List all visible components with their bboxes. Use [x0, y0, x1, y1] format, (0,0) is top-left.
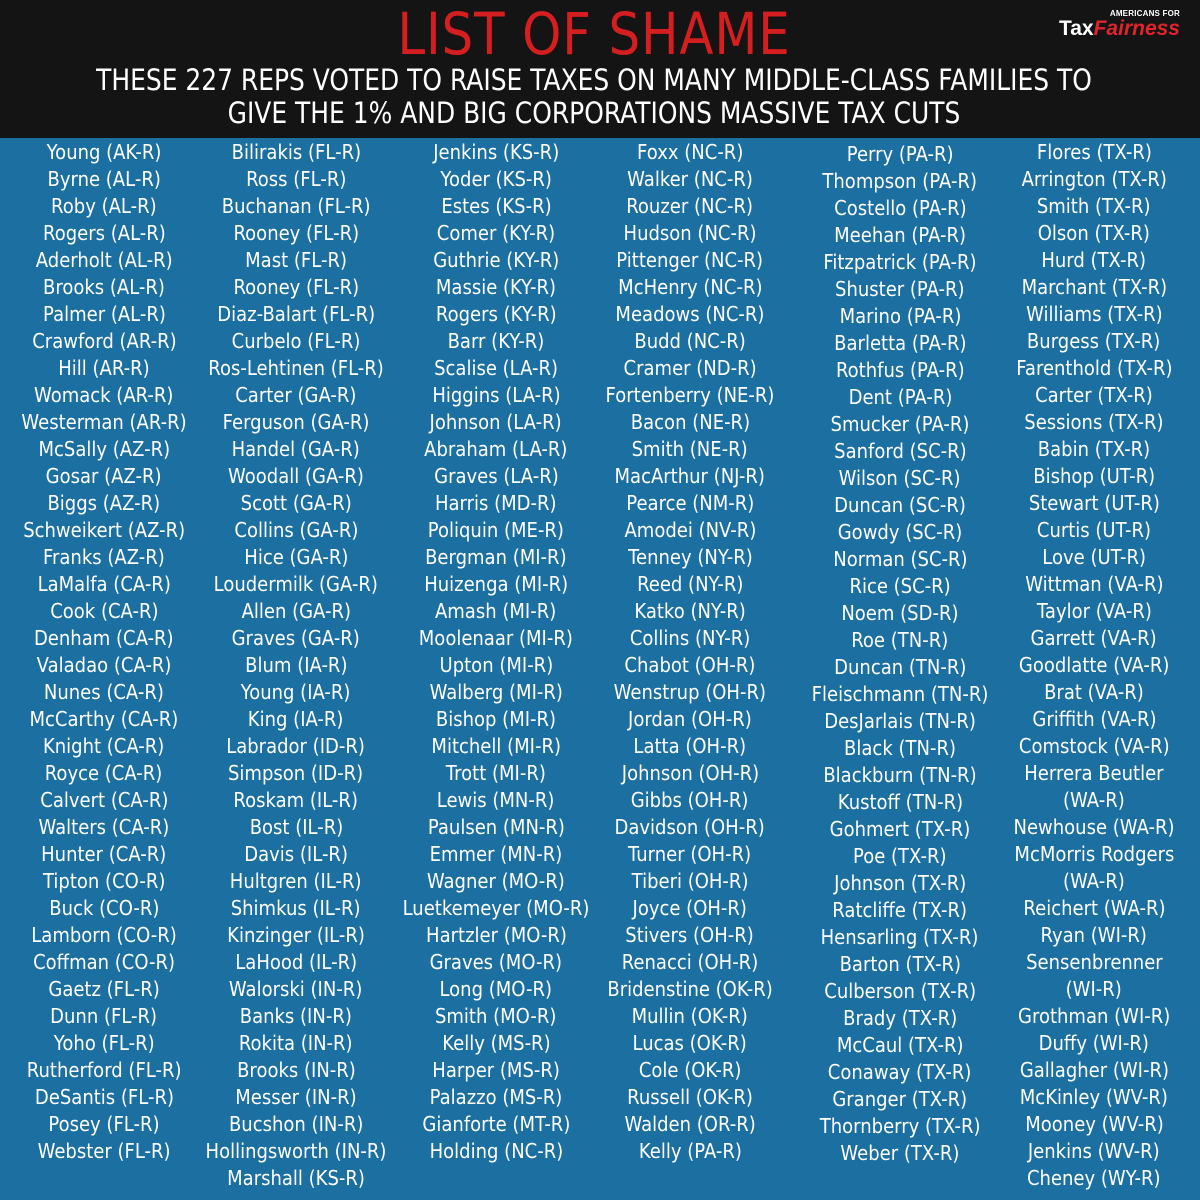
- rep-entry: Davis (IL-R): [244, 842, 348, 866]
- rep-entry: Weber (TX-R): [840, 1141, 960, 1165]
- rep-entry: Latta (OH-R): [633, 734, 747, 758]
- rep-entry: (WA-R): [1063, 788, 1125, 812]
- rep-entry: Mullin (OK-R): [631, 1004, 749, 1028]
- rep-entry: Johnson (OH-R): [621, 761, 759, 785]
- rep-entry: Mooney (WV-R): [1024, 1112, 1164, 1136]
- rep-entry: Marino (PA-R): [839, 304, 961, 328]
- rep-entry: Stewart (UT-R): [1028, 491, 1160, 515]
- rep-entry: Kustoff (TN-R): [837, 790, 963, 814]
- rep-entry: Johnson (LA-R): [429, 410, 563, 434]
- rep-entry: Abraham (LA-R): [424, 437, 568, 461]
- rep-entry: Rokita (IN-R): [239, 1031, 353, 1055]
- rep-entry: Griffith (VA-R): [1031, 707, 1157, 731]
- rep-entry: Buchanan (FL-R): [221, 194, 371, 218]
- rep-entry: Byrne (AL-R): [47, 167, 161, 191]
- rep-entry: Mast (FL-R): [245, 248, 347, 272]
- reps-column-4: [596, 139, 784, 1165]
- rep-entry: Hollingsworth (IN-R): [205, 1139, 387, 1163]
- rep-entry: Scott (GA-R): [240, 491, 352, 515]
- rep-entry: Cole (OK-R): [638, 1058, 742, 1082]
- rep-entry: Young (AK-R): [46, 140, 162, 164]
- rep-entry: Rouzer (NC-R): [626, 194, 754, 218]
- header-banner: [0, 0, 1200, 138]
- page-title: LIST OF SHAME: [397, 0, 791, 68]
- rep-entry: Comer (KY-R): [436, 221, 556, 245]
- rep-entry: Cramer (ND-R): [623, 356, 757, 380]
- rep-entry: Bacon (NE-R): [630, 410, 750, 434]
- rep-entry: MacArthur (NJ-R): [614, 464, 766, 488]
- rep-entry: Collins (GA-R): [233, 518, 359, 542]
- rep-entry: Katko (NY-R): [634, 599, 746, 623]
- rep-entry: Handel (GA-R): [231, 437, 361, 461]
- rep-entry: Denham (CA-R): [34, 626, 174, 650]
- rep-entry: Hill (AR-R): [58, 356, 150, 380]
- rep-entry: Taylor (VA-R): [1036, 599, 1152, 623]
- rep-entry: Stivers (OH-R): [625, 923, 755, 947]
- rep-entry: Joyce (OH-R): [632, 896, 748, 920]
- rep-entry: Mitchell (MI-R): [431, 734, 561, 758]
- rep-entry: Brady (TX-R): [842, 1006, 958, 1030]
- rep-entry: Kinzinger (IL-R): [227, 923, 365, 947]
- rep-entry: Amash (MI-R): [435, 599, 557, 623]
- rep-entry: Davidson (OH-R): [614, 815, 766, 839]
- rep-entry: Walberg (MI-R): [429, 680, 563, 704]
- rep-entry: Bucshon (IN-R): [228, 1112, 364, 1136]
- rep-entry: Babin (TX-R): [1037, 437, 1151, 461]
- rep-entry: Bishop (MI-R): [435, 707, 557, 731]
- reps-list: [0, 138, 1200, 1200]
- rep-entry: Herrera Beutler: [1024, 761, 1164, 785]
- rep-entry: Fitzpatrick (PA-R): [823, 250, 977, 274]
- rep-entry: Lewis (MN-R): [437, 788, 555, 812]
- rep-entry: Gallagher (WI-R): [1019, 1058, 1169, 1082]
- rep-entry: McCarthy (CA-R): [29, 707, 179, 731]
- rep-entry: Poe (TX-R): [853, 844, 947, 868]
- rep-entry: Bost (IL-R): [249, 815, 343, 839]
- rep-entry: Costello (PA-R): [833, 196, 967, 220]
- reps-column-2: [195, 139, 396, 1192]
- rep-entry: Rutherford (FL-R): [26, 1058, 182, 1082]
- rep-entry: Shimkus (IL-R): [231, 896, 361, 920]
- rep-entry: Palmer (AL-R): [42, 302, 166, 326]
- rep-entry: Curtis (UT-R): [1036, 518, 1152, 542]
- rep-entry: Massie (KY-R): [435, 275, 557, 299]
- rep-entry: Harper (MS-R): [432, 1058, 560, 1082]
- rep-entry: Webster (FL-R): [37, 1139, 171, 1163]
- rep-entry: McCaul (TX-R): [836, 1033, 964, 1057]
- rep-entry: Upton (MI-R): [439, 653, 553, 677]
- rep-entry: Tiberi (OH-R): [631, 869, 749, 893]
- rep-entry: Brooks (AL-R): [43, 275, 165, 299]
- rep-entry: Conaway (TX-R): [828, 1060, 972, 1084]
- rep-entry: Bridenstine (OK-R): [607, 977, 773, 1001]
- rep-entry: Hurd (TX-R): [1041, 248, 1147, 272]
- rep-entry: Perry (PA-R): [846, 142, 954, 166]
- rep-entry: Gowdy (SC-R): [837, 520, 963, 544]
- rep-entry: LaHood (IL-R): [235, 950, 357, 974]
- rep-entry: Farenthold (TX-R): [1015, 356, 1173, 380]
- rep-entry: Brat (VA-R): [1044, 680, 1144, 704]
- logo-tax: Tax: [1058, 17, 1094, 40]
- rep-entry: Marchant (TX-R): [1021, 275, 1167, 299]
- rep-entry: Paulsen (MN-R): [427, 815, 565, 839]
- rep-entry: Meadows (NC-R): [615, 302, 765, 326]
- rep-entry: Rooney (FL-R): [233, 221, 359, 245]
- rep-entry: Gaetz (FL-R): [48, 977, 160, 1001]
- rep-entry: Schweikert (AZ-R): [23, 518, 185, 542]
- reps-column-6: [1005, 139, 1184, 1192]
- rep-entry: McMorris Rodgers: [1014, 842, 1174, 866]
- rep-entry: Trott (MI-R): [445, 761, 547, 785]
- rep-entry: Scalise (LA-R): [434, 356, 558, 380]
- rep-entry: Curbelo (FL-R): [231, 329, 361, 353]
- rep-entry: Grothman (WI-R): [1017, 1004, 1171, 1028]
- rep-entry: Ros-Lehtinen (FL-R): [208, 356, 384, 380]
- rep-entry: Wilson (SC-R): [839, 466, 961, 490]
- rep-entry: Williams (TX-R): [1025, 302, 1163, 326]
- rep-entry: Young (IA-R): [241, 680, 351, 704]
- americans-for-tax-fairness-logo: [1059, 9, 1180, 39]
- rep-entry: Meehan (PA-R): [834, 223, 966, 247]
- rep-entry: Duncan (SC-R): [834, 493, 966, 517]
- rep-entry: Blum (IA-R): [244, 653, 348, 677]
- rep-entry: Burgess (TX-R): [1027, 329, 1161, 353]
- rep-entry: Tipton (CO-R): [42, 869, 166, 893]
- rep-entry: DesJarlais (TN-R): [824, 709, 976, 733]
- rep-entry: McSally (AZ-R): [38, 437, 170, 461]
- rep-entry: Kelly (PA-R): [638, 1139, 742, 1163]
- rep-entry: Posey (FL-R): [48, 1112, 160, 1136]
- rep-entry: Reichert (WA-R): [1022, 896, 1166, 920]
- subtitle: [83, 64, 1105, 130]
- rep-entry: Black (TN-R): [844, 736, 956, 760]
- rep-entry: LaMalfa (CA-R): [37, 572, 171, 596]
- rep-entry: Blackburn (TN-R): [823, 763, 977, 787]
- rep-entry: Woodall (GA-R): [228, 464, 364, 488]
- rep-entry: Pearce (NM-R): [625, 491, 755, 515]
- rep-entry: Huizenga (MI-R): [424, 572, 568, 596]
- rep-entry: Messer (IN-R): [235, 1085, 357, 1109]
- rep-entry: Fleischmann (TN-R): [811, 682, 989, 706]
- rep-entry: Valadao (CA-R): [36, 653, 172, 677]
- rep-entry: Franks (AZ-R): [43, 545, 165, 569]
- rep-entry: Newhouse (WA-R): [1013, 815, 1175, 839]
- rep-entry: Poliquin (ME-R): [427, 518, 565, 542]
- rep-entry: Bishop (UT-R): [1033, 464, 1155, 488]
- rep-entry: Knight (CA-R): [43, 734, 165, 758]
- rep-entry: Harris (MD-R): [435, 491, 557, 515]
- logo-fairness: Fairness: [1093, 17, 1180, 40]
- rep-entry: Guthrie (KY-R): [432, 248, 560, 272]
- rep-entry: Buck (CO-R): [48, 896, 160, 920]
- rep-entry: Moolenaar (MI-R): [418, 626, 574, 650]
- rep-entry: Wagner (MO-R): [427, 869, 565, 893]
- rep-entry: Calvert (CA-R): [39, 788, 169, 812]
- rep-entry: Thornberry (TX-R): [819, 1114, 981, 1138]
- rep-entry: Cheney (WY-R): [1027, 1166, 1161, 1190]
- rep-entry: Graves (GA-R): [231, 626, 361, 650]
- rep-entry: DeSantis (FL-R): [34, 1085, 174, 1109]
- rep-entry: Hensarling (TX-R): [821, 925, 979, 949]
- rep-entry: Bergman (MI-R): [425, 545, 567, 569]
- rep-entry: Carter (GA-R): [235, 383, 357, 407]
- rep-entry: Barletta (PA-R): [833, 331, 967, 355]
- rep-entry: Westerman (AR-R): [21, 410, 187, 434]
- rep-entry: Hunter (CA-R): [41, 842, 167, 866]
- rep-entry: Aderholt (AL-R): [35, 248, 173, 272]
- rep-entry: Crawford (AR-R): [31, 329, 177, 353]
- rep-entry: Lucas (OK-R): [632, 1031, 748, 1055]
- rep-entry: Turner (OH-R): [628, 842, 752, 866]
- rep-entry: Smith (TX-R): [1037, 194, 1151, 218]
- rep-entry: Gianforte (MT-R): [422, 1112, 570, 1136]
- rep-entry: Pittenger (NC-R): [616, 248, 764, 272]
- rep-entry: Barton (TX-R): [839, 952, 961, 976]
- rep-entry: Russell (OK-R): [627, 1085, 753, 1109]
- logo-tagline: AMERICANS FOR: [1109, 9, 1180, 18]
- rep-entry: Yoho (FL-R): [53, 1031, 155, 1055]
- rep-entry: Roby (AL-R): [51, 194, 157, 218]
- rep-entry: Graves (MO-R): [429, 950, 563, 974]
- rep-entry: Garrett (VA-R): [1030, 626, 1158, 650]
- rep-entry: Ross (FL-R): [245, 167, 347, 191]
- rep-entry: Emmer (MN-R): [429, 842, 563, 866]
- rep-entry: Diaz-Balart (FL-R): [217, 302, 375, 326]
- rep-entry: Jenkins (WV-R): [1028, 1139, 1160, 1163]
- rep-entry: Johnson (TX-R): [833, 871, 967, 895]
- rep-entry: Estes (KS-R): [440, 194, 552, 218]
- rep-entry: Womack (AR-R): [34, 383, 174, 407]
- rep-entry: Lamborn (CO-R): [31, 923, 177, 947]
- rep-entry: Rooney (FL-R): [233, 275, 359, 299]
- rep-entry: Smucker (PA-R): [830, 412, 970, 436]
- rep-entry: Wenstrup (OH-R): [613, 680, 767, 704]
- rep-entry: Hudson (NC-R): [623, 221, 757, 245]
- rep-entry: Fortenberry (NE-R): [605, 383, 775, 407]
- rep-entry: Roskam (IL-R): [233, 788, 359, 812]
- rep-entry: Cook (CA-R): [49, 599, 159, 623]
- rep-entry: Renacci (OH-R): [621, 950, 759, 974]
- rep-entry: Budd (NC-R): [634, 329, 746, 353]
- rep-entry: Arrington (TX-R): [1021, 167, 1167, 191]
- rep-entry: Yoder (KS-R): [440, 167, 552, 191]
- rep-entry: Norman (SC-R): [832, 547, 968, 571]
- rep-entry: Allen (GA-R): [241, 599, 351, 623]
- rep-entry: Carter (TX-R): [1035, 383, 1153, 407]
- rep-entry: Duffy (WI-R): [1038, 1031, 1150, 1055]
- reps-column-1: [12, 139, 196, 1165]
- rep-entry: Smith (MO-R): [435, 1004, 557, 1028]
- rep-entry: Barr (KY-R): [447, 329, 545, 353]
- reps-column-3: [392, 139, 600, 1165]
- rep-entry: Long (MO-R): [439, 977, 553, 1001]
- rep-entry: Sessions (TX-R): [1024, 410, 1164, 434]
- rep-entry: Gohmert (TX-R): [829, 817, 971, 841]
- rep-entry: Jenkins (KS-R): [432, 140, 559, 164]
- rep-entry: Palazzo (MS-R): [429, 1085, 563, 1109]
- rep-entry: Roe (TN-R): [851, 628, 949, 652]
- rep-entry: Nunes (CA-R): [44, 680, 164, 704]
- logo-wordmark: [1059, 18, 1180, 39]
- rep-entry: Dent (PA-R): [848, 385, 952, 409]
- rep-entry: Labrador (ID-R): [226, 734, 366, 758]
- rep-entry: Gibbs (OH-R): [631, 788, 749, 812]
- rep-entry: Amodei (NV-R): [624, 518, 756, 542]
- rep-entry: Culberson (TX-R): [824, 979, 976, 1003]
- rep-entry: Hice (GA-R): [243, 545, 349, 569]
- rep-entry: Tenney (NY-R): [627, 545, 753, 569]
- rep-entry: Collins (NY-R): [629, 626, 751, 650]
- rep-entry: Ratcliffe (TX-R): [832, 898, 968, 922]
- rep-entry: Walker (NC-R): [627, 167, 753, 191]
- rep-entry: Flores (TX-R): [1036, 140, 1152, 164]
- rep-entry: Olson (TX-R): [1037, 221, 1151, 245]
- rep-entry: Graves (LA-R): [433, 464, 559, 488]
- rep-entry: Royce (CA-R): [45, 761, 163, 785]
- rep-entry: (WA-R): [1063, 869, 1125, 893]
- rep-entry: Rice (SC-R): [849, 574, 951, 598]
- rep-entry: Ferguson (GA-R): [222, 410, 370, 434]
- reps-column-5: [802, 141, 998, 1167]
- rep-entry: Shuster (PA-R): [835, 277, 965, 301]
- rep-entry: McKinley (WV-R): [1019, 1085, 1169, 1109]
- rep-entry: Dunn (FL-R): [50, 1004, 158, 1028]
- rep-entry: Hultgren (IL-R): [230, 869, 362, 893]
- rep-entry: Higgins (LA-R): [431, 383, 561, 407]
- rep-entry: Granger (TX-R): [832, 1087, 968, 1111]
- rep-entry: Reed (NY-R): [636, 572, 744, 596]
- rep-entry: Gosar (AZ-R): [46, 464, 162, 488]
- rep-entry: Rogers (AL-R): [42, 221, 166, 245]
- rep-entry: Goodlatte (VA-R): [1018, 653, 1170, 677]
- rep-entry: Coffman (CO-R): [33, 950, 175, 974]
- rep-entry: Brooks (IN-R): [236, 1058, 356, 1082]
- rep-entry: Marshall (KS-R): [227, 1166, 365, 1190]
- rep-entry: Smith (NE-R): [631, 437, 749, 461]
- rep-entry: Rothfus (PA-R): [835, 358, 965, 382]
- rep-entry: Banks (IN-R): [239, 1004, 353, 1028]
- rep-entry: Luetkemeyer (MO-R): [402, 896, 590, 920]
- rep-entry: Love (UT-R): [1042, 545, 1146, 569]
- rep-entry: Rogers (KY-R): [435, 302, 557, 326]
- rep-entry: Bilirakis (FL-R): [231, 140, 361, 164]
- rep-entry: Foxx (NC-R): [636, 140, 744, 164]
- rep-entry: Hartzler (MO-R): [425, 923, 567, 947]
- rep-entry: Biggs (AZ-R): [47, 491, 161, 515]
- rep-entry: Kelly (MS-R): [441, 1031, 551, 1055]
- rep-entry: McHenry (NC-R): [617, 275, 763, 299]
- subtitle-line-1: THESE 227 REPS VOTED TO RAISE TAXES ON MANY MIDDLE-CLASS FAMILIES TO: [96, 63, 1092, 97]
- rep-entry: Ryan (WI-R): [1040, 923, 1148, 947]
- rep-entry: Loudermilk (GA-R): [213, 572, 379, 596]
- rep-entry: Sensenbrenner: [1025, 950, 1163, 974]
- rep-entry: Duncan (TN-R): [833, 655, 967, 679]
- rep-entry: Holding (NC-R): [429, 1139, 563, 1163]
- rep-entry: Comstock (VA-R): [1018, 734, 1170, 758]
- rep-entry: Simpson (ID-R): [228, 761, 364, 785]
- rep-entry: Wittman (VA-R): [1024, 572, 1164, 596]
- rep-entry: Chabot (OH-R): [624, 653, 756, 677]
- rep-entry: Walters (CA-R): [38, 815, 170, 839]
- rep-entry: (WI-R): [1065, 977, 1123, 1001]
- subtitle-line-2: GIVE THE 1% AND BIG CORPORATIONS MASSIVE TAX CUTS: [227, 96, 961, 130]
- rep-entry: Thompson (PA-R): [822, 169, 978, 193]
- rep-entry: Noem (SD-R): [841, 601, 959, 625]
- rep-entry: Sanford (SC-R): [833, 439, 967, 463]
- rep-entry: Walden (OR-R): [624, 1112, 756, 1136]
- rep-entry: King (IA-R): [248, 707, 344, 731]
- rep-entry: Walorski (IN-R): [229, 977, 363, 1001]
- rep-entry: Jordan (OH-R): [628, 707, 752, 731]
